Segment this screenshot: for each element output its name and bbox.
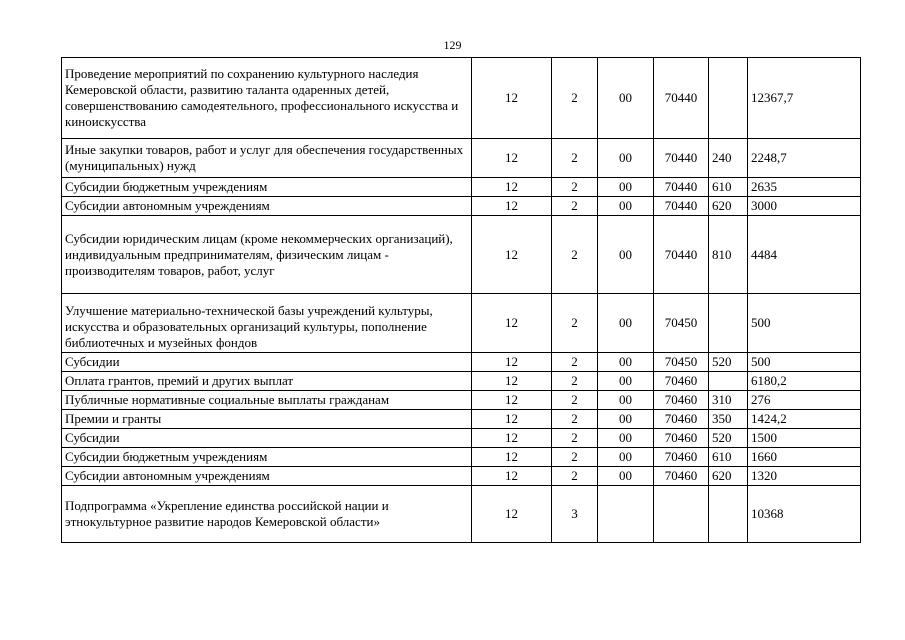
table-row	[62, 467, 861, 486]
section-code: 12	[472, 197, 552, 216]
program-code: 00	[598, 467, 654, 486]
row-name: Субсидии	[62, 353, 472, 372]
row-name: Иные закупки товаров, работ и услуг для обеспечения государственных (муниципальных) нужд	[62, 139, 472, 178]
program-code: 00	[598, 448, 654, 467]
subsection-code: 2	[552, 467, 598, 486]
subsection-code: 2	[552, 197, 598, 216]
table-row	[62, 58, 861, 139]
row-name: Субсидии бюджетным учреждениям	[62, 178, 472, 197]
row-name: Публичные нормативные социальные выплаты гражданам	[62, 391, 472, 410]
table-row	[62, 197, 861, 216]
amount: 1320	[748, 467, 861, 486]
table-row	[62, 178, 861, 197]
table-row	[62, 372, 861, 391]
amount: 10368	[748, 486, 861, 543]
amount: 500	[748, 353, 861, 372]
row-name: Подпрограмма «Укрепление единства российской нации и этнокультурное развитие народов Кемеровской области»	[62, 486, 472, 543]
program-code: 00	[598, 294, 654, 353]
page-number: 129	[443, 38, 462, 52]
amount: 500	[748, 294, 861, 353]
item-code: 70460	[654, 410, 709, 429]
amount: 1500	[748, 429, 861, 448]
item-code: 70440	[654, 197, 709, 216]
program-code	[598, 486, 654, 543]
section-code: 12	[472, 429, 552, 448]
row-name: Субсидии бюджетным учреждениям	[62, 448, 472, 467]
subsection-code: 2	[552, 58, 598, 139]
section-code: 12	[472, 58, 552, 139]
section-code: 12	[472, 467, 552, 486]
amount: 1424,2	[748, 410, 861, 429]
table-row	[62, 410, 861, 429]
item-code: 70460	[654, 448, 709, 467]
item-code: 70440	[654, 216, 709, 294]
row-name: Субсидии автономным учреждениям	[62, 197, 472, 216]
section-code: 12	[472, 139, 552, 178]
expense-type-code: 240	[709, 139, 748, 178]
row-name: Субсидии юридическим лицам (кроме некоммерческих организаций), индивидуальным предпринимателям, физическим лицам - производителям товаров, работ, услуг	[62, 216, 472, 294]
expense-type-code: 310	[709, 391, 748, 410]
section-code: 12	[472, 391, 552, 410]
expense-type-code: 350	[709, 410, 748, 429]
expense-type-code	[709, 58, 748, 139]
program-code: 00	[598, 353, 654, 372]
expense-type-code: 520	[709, 429, 748, 448]
item-code: 70460	[654, 391, 709, 410]
subsection-code: 2	[552, 410, 598, 429]
table-row	[62, 294, 861, 353]
table-row	[62, 429, 861, 448]
amount: 276	[748, 391, 861, 410]
expense-type-code: 810	[709, 216, 748, 294]
section-code: 12	[472, 294, 552, 353]
expense-type-code: 620	[709, 197, 748, 216]
program-code: 00	[598, 216, 654, 294]
amount: 2248,7	[748, 139, 861, 178]
program-code: 00	[598, 197, 654, 216]
section-code: 12	[472, 353, 552, 372]
item-code: 70440	[654, 58, 709, 139]
expense-type-code	[709, 294, 748, 353]
program-code: 00	[598, 58, 654, 139]
program-code: 00	[598, 139, 654, 178]
row-name: Премии и гранты	[62, 410, 472, 429]
subsection-code: 2	[552, 448, 598, 467]
section-code: 12	[472, 372, 552, 391]
subsection-code: 3	[552, 486, 598, 543]
item-code: 70460	[654, 467, 709, 486]
expense-type-code	[709, 486, 748, 543]
table-row	[62, 353, 861, 372]
row-name: Улучшение материально-технической базы учреждений культуры, искусства и образовательных организаций культуры, пополнение библиотечных и музейных фондов	[62, 294, 472, 353]
item-code	[654, 486, 709, 543]
item-code: 70460	[654, 372, 709, 391]
amount: 6180,2	[748, 372, 861, 391]
subsection-code: 2	[552, 139, 598, 178]
expense-type-code	[709, 372, 748, 391]
row-name: Оплата грантов, премий и других выплат	[62, 372, 472, 391]
item-code: 70450	[654, 353, 709, 372]
section-code: 12	[472, 448, 552, 467]
expense-type-code: 620	[709, 467, 748, 486]
table-row	[62, 448, 861, 467]
row-name: Субсидии автономным учреждениям	[62, 467, 472, 486]
item-code: 70440	[654, 139, 709, 178]
program-code: 00	[598, 178, 654, 197]
table-row	[62, 486, 861, 543]
item-code: 70440	[654, 178, 709, 197]
subsection-code: 2	[552, 391, 598, 410]
row-name: Проведение мероприятий по сохранению культурного наследия Кемеровской области, развитию таланта одаренных детей, совершенствованию самодеятельного, профессионального искусства и киноискусства	[62, 58, 472, 139]
subsection-code: 2	[552, 353, 598, 372]
table-row	[62, 391, 861, 410]
amount: 4484	[748, 216, 861, 294]
program-code: 00	[598, 391, 654, 410]
section-code: 12	[472, 178, 552, 197]
expense-type-code: 610	[709, 448, 748, 467]
program-code: 00	[598, 372, 654, 391]
expense-type-code: 610	[709, 178, 748, 197]
section-code: 12	[472, 216, 552, 294]
subsection-code: 2	[552, 178, 598, 197]
section-code: 12	[472, 410, 552, 429]
amount: 12367,7	[748, 58, 861, 139]
item-code: 70450	[654, 294, 709, 353]
table-row	[62, 139, 861, 178]
row-name: Субсидии	[62, 429, 472, 448]
subsection-code: 2	[552, 294, 598, 353]
expense-type-code: 520	[709, 353, 748, 372]
budget-table	[61, 57, 861, 543]
table-row	[62, 216, 861, 294]
subsection-code: 2	[552, 372, 598, 391]
amount: 3000	[748, 197, 861, 216]
program-code: 00	[598, 429, 654, 448]
item-code: 70460	[654, 429, 709, 448]
program-code: 00	[598, 410, 654, 429]
subsection-code: 2	[552, 216, 598, 294]
amount: 1660	[748, 448, 861, 467]
subsection-code: 2	[552, 429, 598, 448]
amount: 2635	[748, 178, 861, 197]
section-code: 12	[472, 486, 552, 543]
